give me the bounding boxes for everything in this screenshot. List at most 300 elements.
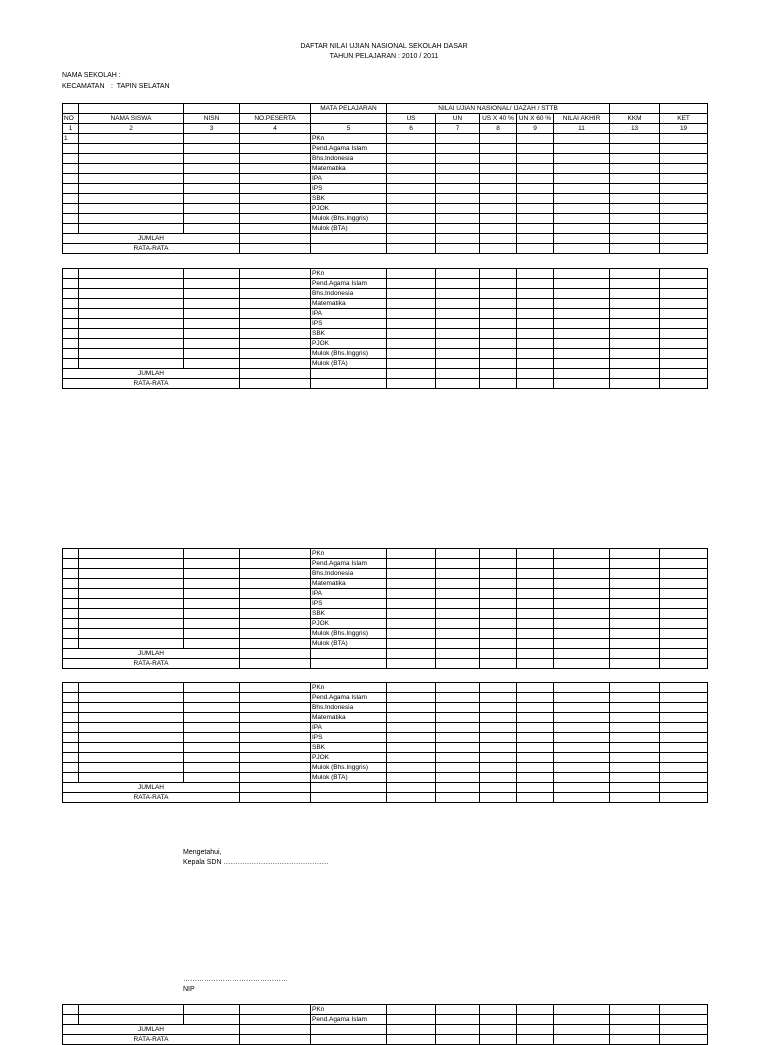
- table-cell: [79, 289, 184, 299]
- table-cell: [610, 289, 660, 299]
- table-cell: [387, 309, 436, 319]
- table-cell: [387, 269, 436, 279]
- table-cell: [660, 753, 708, 763]
- table-cell: [387, 144, 436, 154]
- document-subtitle: TAHUN PELAJARAN : 2010 / 2011: [329, 53, 439, 60]
- table-cell: [660, 289, 708, 299]
- total-label: JUMLAH: [63, 234, 240, 244]
- table-cell: [240, 713, 311, 723]
- table-cell: [610, 659, 660, 669]
- table-cell: [480, 1005, 517, 1015]
- table-cell: [240, 793, 311, 803]
- table-cell: [79, 599, 184, 609]
- table-cell: [610, 194, 660, 204]
- total-row: [63, 783, 708, 793]
- table-cell: [610, 619, 660, 629]
- table-cell: [517, 194, 554, 204]
- table-cell: [387, 629, 436, 639]
- table-cell: [240, 773, 311, 783]
- table-cell: [79, 164, 184, 174]
- table-cell: [240, 683, 311, 693]
- table-cell: [79, 279, 184, 289]
- table-cell: [436, 309, 480, 319]
- table-cell: [480, 244, 517, 254]
- table-cell: [63, 549, 79, 559]
- table-cell: [387, 559, 436, 569]
- table-cell: [184, 619, 240, 629]
- table-cell: [554, 164, 610, 174]
- grade-table: [62, 268, 708, 389]
- table-header-row: [63, 104, 708, 114]
- table-cell: [436, 144, 480, 154]
- table-cell: [79, 579, 184, 589]
- table-cell: [436, 599, 480, 609]
- table-cell: [387, 589, 436, 599]
- table-cell: [79, 224, 184, 234]
- table-cell: [184, 299, 240, 309]
- table-cell: [63, 773, 79, 783]
- table-cell: [660, 184, 708, 194]
- table-cell: [387, 753, 436, 763]
- table-cell: [436, 753, 480, 763]
- column-number: 6: [387, 124, 436, 134]
- table-cell: [240, 309, 311, 319]
- table-cell: [436, 649, 480, 659]
- table-cell: [240, 164, 311, 174]
- document-title: DAFTAR NILAI UJIAN NASIONAL SEKOLAH DASAR: [300, 43, 468, 50]
- table-cell: [517, 549, 554, 559]
- table-cell: [517, 1015, 554, 1025]
- table-cell: [660, 783, 708, 793]
- table-cell: [660, 1025, 708, 1035]
- table-row: [63, 549, 708, 559]
- table-cell: [63, 559, 79, 569]
- table-cell: [660, 743, 708, 753]
- table-cell: [660, 359, 708, 369]
- table-cell: [480, 579, 517, 589]
- table-cell: [517, 629, 554, 639]
- table-cell: [517, 1025, 554, 1035]
- table-cell: [387, 299, 436, 309]
- table-cell: [480, 279, 517, 289]
- table-row: [63, 214, 708, 224]
- table-cell: [554, 609, 610, 619]
- table-cell: [63, 289, 79, 299]
- column-number: 9: [517, 124, 554, 134]
- subject-name: IPS: [311, 599, 387, 609]
- table-cell: [63, 269, 79, 279]
- table-cell: [436, 629, 480, 639]
- table-cell: [387, 1035, 436, 1045]
- subject-name: Mulok (BTA): [311, 359, 387, 369]
- average-row: [63, 793, 708, 803]
- subject-name: Bhs.Indonesia: [311, 289, 387, 299]
- table-cell: [610, 269, 660, 279]
- table-cell: [79, 683, 184, 693]
- table-cell: [63, 703, 79, 713]
- table-cell: [436, 134, 480, 144]
- table-cell: [554, 214, 610, 224]
- table-cell: [517, 713, 554, 723]
- table-cell: [554, 154, 610, 164]
- table-cell: [79, 329, 184, 339]
- table-cell: [517, 154, 554, 164]
- table-cell: [240, 569, 311, 579]
- table-cell: [660, 693, 708, 703]
- table-cell: [240, 269, 311, 279]
- table-cell: [554, 1015, 610, 1025]
- table-cell: [240, 214, 311, 224]
- table-cell: [554, 134, 610, 144]
- table-cell: [436, 549, 480, 559]
- score-group-header: NILAI UJIAN NASIONAL/ IJAZAH / STTB: [387, 104, 610, 114]
- table-cell: [184, 549, 240, 559]
- table-cell: [63, 763, 79, 773]
- table-cell: [184, 164, 240, 174]
- table-cell: [63, 164, 79, 174]
- table-cell: [63, 1015, 79, 1025]
- grade-table: [62, 682, 708, 803]
- table-cell: [184, 269, 240, 279]
- table-cell: [240, 379, 311, 389]
- table-cell: [480, 339, 517, 349]
- table-cell: [480, 184, 517, 194]
- table-cell: [660, 619, 708, 629]
- table-cell: [610, 783, 660, 793]
- table-cell: [387, 194, 436, 204]
- column-number: 1: [63, 124, 79, 134]
- table-cell: [480, 1035, 517, 1045]
- table-cell: [517, 349, 554, 359]
- table-cell: [610, 713, 660, 723]
- table-cell: [610, 569, 660, 579]
- table-cell: [554, 549, 610, 559]
- table-cell: [63, 713, 79, 723]
- table-cell: [436, 723, 480, 733]
- table-cell: [480, 214, 517, 224]
- table-cell: [240, 619, 311, 629]
- subject-name: Mulok (Bhs.Inggris): [311, 763, 387, 773]
- table-cell: [610, 743, 660, 753]
- table-cell: [436, 184, 480, 194]
- total-label: JUMLAH: [63, 783, 240, 793]
- subject-name: PJOK: [311, 753, 387, 763]
- table-cell: [660, 299, 708, 309]
- subject-name: Pend.Agama Islam: [311, 693, 387, 703]
- table-cell: [240, 349, 311, 359]
- table-cell: [79, 763, 184, 773]
- table-cell: [240, 1025, 311, 1035]
- table-cell: [480, 649, 517, 659]
- table-cell: [63, 104, 79, 114]
- table-cell: [184, 763, 240, 773]
- table-row: [63, 154, 708, 164]
- table-cell: [184, 104, 240, 114]
- table-cell: [480, 289, 517, 299]
- table-cell: [517, 1035, 554, 1045]
- table-cell: [387, 359, 436, 369]
- table-cell: [610, 214, 660, 224]
- column-number: 8: [480, 124, 517, 134]
- table-cell: [387, 599, 436, 609]
- table-cell: [79, 703, 184, 713]
- subject-name: IPA: [311, 589, 387, 599]
- table-cell: [660, 549, 708, 559]
- nisn-column-header: NISN: [184, 114, 240, 124]
- table-cell: [660, 773, 708, 783]
- table-cell: [660, 723, 708, 733]
- table-cell: [436, 569, 480, 579]
- table-cell: [63, 319, 79, 329]
- table-cell: [610, 609, 660, 619]
- column-number-row: [63, 124, 708, 134]
- table-cell: [480, 329, 517, 339]
- table-cell: [387, 659, 436, 669]
- table-cell: [554, 319, 610, 329]
- table-cell: [311, 649, 387, 659]
- table-cell: [480, 269, 517, 279]
- table-cell: [610, 649, 660, 659]
- table-cell: [184, 599, 240, 609]
- table-row: [63, 773, 708, 783]
- table-cell: [387, 763, 436, 773]
- table-cell: [436, 299, 480, 309]
- table-cell: [480, 319, 517, 329]
- table-cell: [610, 639, 660, 649]
- table-cell: [480, 659, 517, 669]
- table-cell: [436, 589, 480, 599]
- table-cell: [436, 683, 480, 693]
- table-cell: [660, 609, 708, 619]
- table-cell: [240, 1015, 311, 1025]
- table-cell: [610, 204, 660, 214]
- grade-table: [62, 1004, 708, 1045]
- table-cell: [184, 723, 240, 733]
- table-cell: [79, 569, 184, 579]
- table-cell: [184, 693, 240, 703]
- table-cell: [660, 144, 708, 154]
- table-cell: [517, 204, 554, 214]
- grade-table: [62, 103, 708, 254]
- table-cell: [436, 154, 480, 164]
- table-cell: [480, 224, 517, 234]
- table-cell: [554, 1035, 610, 1045]
- subject-name: Bhs.Indonesia: [311, 154, 387, 164]
- table-cell: [480, 609, 517, 619]
- table-cell: [79, 359, 184, 369]
- table-cell: [660, 683, 708, 693]
- table-cell: [610, 309, 660, 319]
- table-cell: [554, 753, 610, 763]
- table-row: [63, 269, 708, 279]
- table-cell: [480, 743, 517, 753]
- table-cell: [387, 683, 436, 693]
- table-cell: [311, 369, 387, 379]
- table-cell: [436, 164, 480, 174]
- table-cell: [517, 569, 554, 579]
- table-cell: [480, 793, 517, 803]
- table-cell: [79, 184, 184, 194]
- table-cell: [610, 629, 660, 639]
- table-cell: [63, 589, 79, 599]
- table-cell: [184, 134, 240, 144]
- subject-name: PKn: [311, 549, 387, 559]
- table-cell: [387, 154, 436, 164]
- table-cell: [660, 194, 708, 204]
- table-cell: [610, 134, 660, 144]
- table-cell: [517, 743, 554, 753]
- table-cell: [517, 733, 554, 743]
- table-cell: [184, 629, 240, 639]
- table-row: [63, 559, 708, 569]
- table-cell: [436, 224, 480, 234]
- table-cell: [184, 733, 240, 743]
- table-cell: [660, 649, 708, 659]
- total-row: [63, 369, 708, 379]
- principal-label: Kepala SDN ………………………………………: [183, 859, 329, 866]
- table-cell: [554, 329, 610, 339]
- table-cell: [517, 693, 554, 703]
- table-cell: [240, 579, 311, 589]
- average-row: [63, 244, 708, 254]
- table-cell: [184, 569, 240, 579]
- table-cell: [610, 164, 660, 174]
- table-cell: [436, 659, 480, 669]
- subject-name: Mulok (BTA): [311, 224, 387, 234]
- subject-name: PJOK: [311, 339, 387, 349]
- table-cell: [63, 204, 79, 214]
- table-cell: [480, 299, 517, 309]
- table-cell: [660, 579, 708, 589]
- table-cell: [660, 639, 708, 649]
- table-cell: [63, 144, 79, 154]
- table-cell: [554, 339, 610, 349]
- table-cell: [436, 1035, 480, 1045]
- table-cell: [63, 339, 79, 349]
- table-row: [63, 144, 708, 154]
- table-cell: [79, 349, 184, 359]
- table-cell: [554, 683, 610, 693]
- table-cell: [610, 359, 660, 369]
- table-cell: [436, 269, 480, 279]
- table-cell: [240, 763, 311, 773]
- table-cell: [660, 629, 708, 639]
- table-cell: [63, 569, 79, 579]
- table-cell: [610, 349, 660, 359]
- table-cell: [436, 1025, 480, 1035]
- table-cell: [63, 753, 79, 763]
- table-cell: [240, 244, 311, 254]
- table-cell: [436, 204, 480, 214]
- no-column-header: NO: [63, 114, 79, 124]
- table-cell: [436, 773, 480, 783]
- table-cell: [610, 1015, 660, 1025]
- table-cell: [610, 339, 660, 349]
- table-cell: [660, 164, 708, 174]
- table-cell: [554, 579, 610, 589]
- table-cell: [79, 1005, 184, 1015]
- table-cell: [387, 224, 436, 234]
- table-cell: [660, 339, 708, 349]
- table-cell: [387, 619, 436, 629]
- table-cell: [517, 174, 554, 184]
- table-row: [63, 693, 708, 703]
- table-cell: [240, 693, 311, 703]
- table-cell: [240, 589, 311, 599]
- column-number: 3: [184, 124, 240, 134]
- table-cell: [517, 579, 554, 589]
- table-cell: [660, 703, 708, 713]
- table-cell: [63, 299, 79, 309]
- table-cell: [554, 289, 610, 299]
- table-cell: [79, 214, 184, 224]
- table-cell: [610, 369, 660, 379]
- table-cell: [436, 743, 480, 753]
- column-number: 2: [79, 124, 184, 134]
- table-cell: [184, 339, 240, 349]
- table-cell: [184, 703, 240, 713]
- table-cell: [240, 639, 311, 649]
- table-cell: [184, 289, 240, 299]
- table-cell: [554, 713, 610, 723]
- table-cell: [436, 763, 480, 773]
- table-cell: [387, 793, 436, 803]
- table-cell: [436, 289, 480, 299]
- table-cell: [480, 1025, 517, 1035]
- subject-name: IPS: [311, 319, 387, 329]
- table-cell: [480, 733, 517, 743]
- district-label: KECAMATAN: [62, 83, 105, 90]
- table-cell: [554, 793, 610, 803]
- table-cell: [517, 773, 554, 783]
- table-cell: [480, 234, 517, 244]
- table-row: [63, 134, 708, 144]
- table-row: [63, 713, 708, 723]
- table-row: [63, 589, 708, 599]
- table-cell: [554, 224, 610, 234]
- table-cell: [660, 1035, 708, 1045]
- table-cell: [311, 114, 387, 124]
- table-cell: [79, 299, 184, 309]
- table-cell: [554, 783, 610, 793]
- table-cell: [79, 733, 184, 743]
- table-cell: [240, 359, 311, 369]
- table-cell: [517, 244, 554, 254]
- kkm-column-header: KKM: [610, 114, 660, 124]
- table-cell: [554, 639, 610, 649]
- table-cell: [63, 329, 79, 339]
- table-cell: [517, 559, 554, 569]
- table-cell: [660, 204, 708, 214]
- table-cell: [79, 549, 184, 559]
- table-cell: [660, 569, 708, 579]
- table-row: [63, 569, 708, 579]
- table-cell: [387, 549, 436, 559]
- table-cell: [387, 1025, 436, 1035]
- table-cell: [480, 204, 517, 214]
- table-cell: [554, 379, 610, 389]
- table-cell: [517, 763, 554, 773]
- table-cell: [554, 279, 610, 289]
- table-cell: [79, 1015, 184, 1025]
- signature-line: ………………………………………: [183, 976, 288, 983]
- average-label: RATA-RATA: [63, 379, 240, 389]
- table-cell: [184, 589, 240, 599]
- table-cell: [436, 244, 480, 254]
- table-cell: [554, 244, 610, 254]
- table-cell: [184, 1005, 240, 1015]
- table-cell: [436, 579, 480, 589]
